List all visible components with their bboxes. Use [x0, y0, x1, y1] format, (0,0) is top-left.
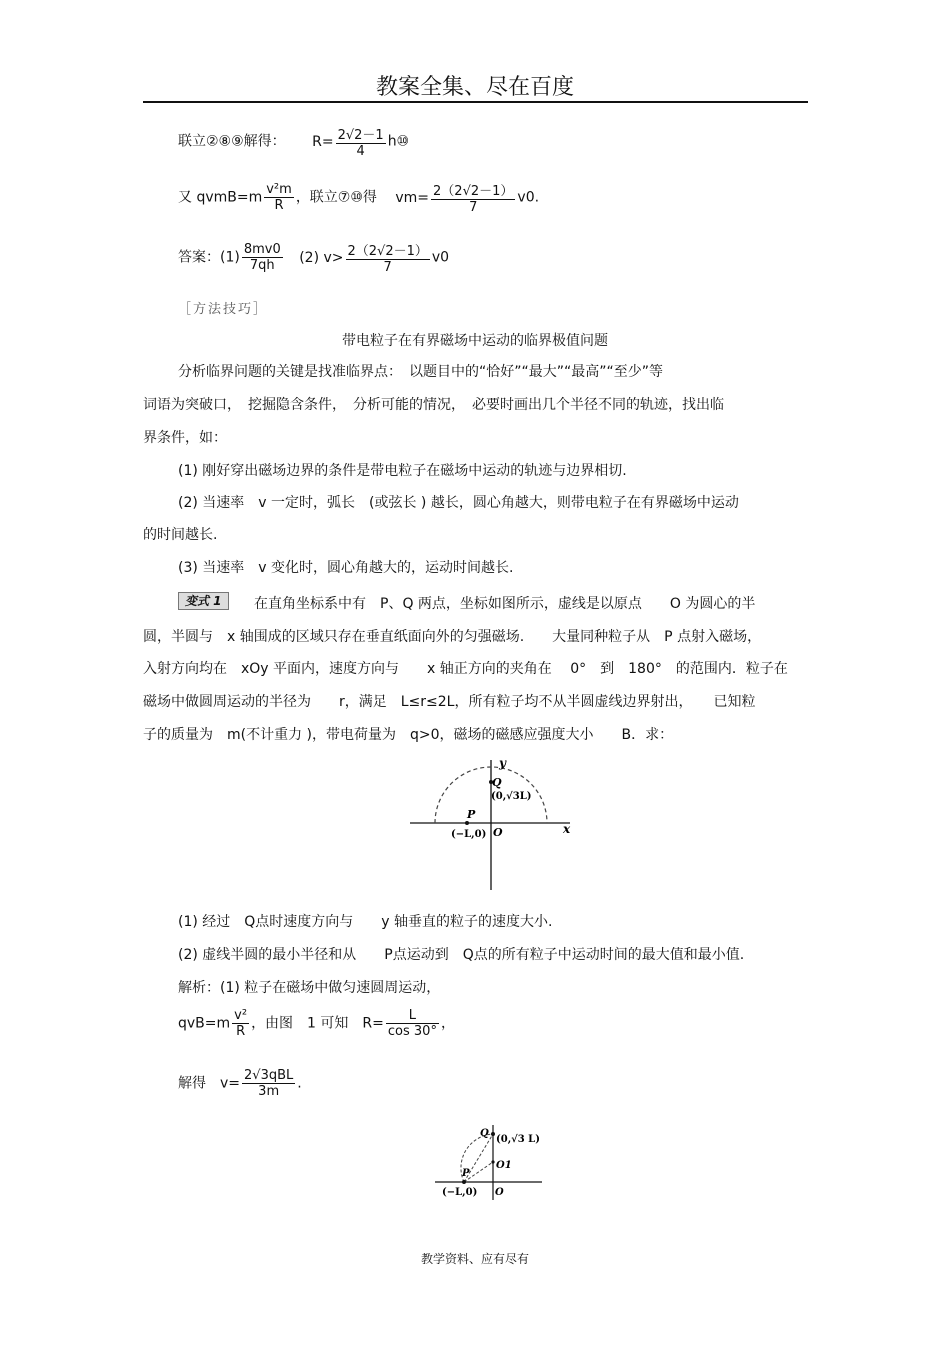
y-axis-label: y	[499, 756, 506, 770]
method-title: 带电粒子在有界磁场中运动的临界极值问题	[342, 333, 608, 349]
solution-intro: 解析：(1) 粒子在磁场中做匀速圆周运动，	[178, 980, 441, 996]
fraction-numerator: 2（2√2－1）	[347, 244, 428, 259]
origin-label: O	[495, 1187, 504, 1198]
answer-part2: (2) v>	[299, 249, 344, 266]
fraction	[232, 1008, 249, 1039]
point-q	[491, 1132, 495, 1136]
method-paragraph-line: 界条件，如：	[143, 430, 227, 446]
method-item: (2) 当速率 v 一定时，弧长 (或弦长 ) 越长，圆心角越大，则带电粒子在有界磁场中运动	[178, 495, 739, 511]
answer-line	[178, 240, 449, 275]
fraction-numerator: L	[408, 1008, 417, 1023]
fraction	[242, 1068, 295, 1099]
solution-result	[178, 1068, 302, 1099]
fraction	[264, 182, 294, 213]
equation-suffix: ，	[440, 1015, 455, 1032]
solution-equation	[178, 1008, 455, 1039]
fraction-denominator: 7	[431, 199, 515, 215]
equation-suffix: v0.	[517, 189, 540, 206]
x-axis-label: x	[563, 822, 571, 836]
variant-tag-label: 变式 1	[178, 592, 229, 610]
fraction-numerator: v²	[234, 1008, 248, 1023]
equation-mid: ，联立⑦⑩得	[295, 189, 377, 206]
q-label: Q	[492, 776, 502, 789]
equation-prefix: 联立②⑧⑨解得：	[178, 133, 286, 150]
equation-mid: ，由图 1 可知 R=	[251, 1015, 384, 1032]
question-item: (2) 虚线半圆的最小半径和从 P点运动到 Q点的所有粒子中运动时间的最大值和最小值.	[178, 947, 745, 963]
equation-suffix: h⑩	[387, 133, 410, 150]
variant-line: 入射方向均在 xOy 平面内，速度方向与 x 轴正方向的夹角在 0° 到 180° 的范围内．粒子在	[143, 661, 788, 677]
fraction-numerator: v²m	[266, 182, 292, 197]
fraction-denominator: 3m	[242, 1083, 295, 1099]
equation-prefix: 解得 v=	[178, 1075, 241, 1092]
figure-coordinate-semicircle	[405, 755, 580, 895]
fraction	[346, 240, 430, 275]
method-item: (1) 刚好穿出磁场边界的条件是带电粒子在磁场中运动的轨迹与边界相切.	[178, 463, 627, 479]
page-header-title: 教案全集、尽在百度	[375, 75, 574, 100]
equation-r	[178, 124, 409, 159]
point-o1	[491, 1160, 494, 1163]
header-divider	[143, 101, 808, 103]
p-label: P	[462, 1168, 470, 1179]
method-paragraph-line: 词语为突破口， 挖掘隐含条件， 分析可能的情况， 必要时画出几个半径不同的轨迹，找出临	[143, 397, 724, 413]
equation-lhs: R=	[312, 133, 334, 150]
p-coordinate: (−L,0)	[442, 1187, 478, 1198]
q-label: Q	[480, 1128, 489, 1139]
fraction-denominator: 7qh	[242, 257, 283, 273]
fraction	[431, 180, 515, 215]
figure-trajectory	[430, 1120, 550, 1205]
fraction-numerator: 2√2－1	[337, 128, 384, 143]
fraction-numerator: 2（2√2－1）	[433, 184, 514, 199]
point-p	[465, 821, 469, 825]
page-footer: 教学资料、应有尽有	[420, 1252, 529, 1266]
variant-line: 圆，半圆与 x 轴围成的区域只存在垂直纸面向外的匀强磁场. 大量同种粒子从 P 点射入磁场，	[143, 629, 762, 645]
fraction-denominator: cos 30°	[387, 1024, 437, 1039]
fraction-denominator: 4	[336, 143, 386, 159]
fraction	[242, 242, 283, 273]
equation-prefix: 又 qvmB=m	[178, 189, 263, 206]
answer-label: 答案：(1)	[178, 249, 240, 266]
q-coordinate: (0,√3 L)	[496, 1134, 540, 1145]
fraction-numerator: 8mv0	[243, 242, 281, 257]
variant-tag	[178, 592, 229, 610]
method-paragraph-line: 分析临界问题的关键是找准临界点： 以题目中的“恰好”“最大”“最高”“至少”等	[178, 364, 664, 380]
equation-prefix: qvB=m	[178, 1015, 231, 1032]
question-item: (1) 经过 Q点时速度方向与 y 轴垂直的粒子的速度大小.	[178, 914, 553, 930]
fraction-denominator: R	[232, 1023, 249, 1039]
equation-vm	[178, 180, 539, 215]
o1-label: O1	[496, 1160, 512, 1171]
origin-label: O	[493, 826, 503, 839]
equation-suffix: .	[297, 1075, 302, 1092]
q-coordinate: (0,√3L)	[491, 791, 532, 802]
method-tag: ［方法技巧］	[178, 302, 269, 317]
fraction	[336, 124, 386, 159]
fraction-numerator: 2√3qBL	[244, 1068, 294, 1083]
variant-line: 在直角坐标系中有 P、Q 两点，坐标如图所示，虚线是以原点 O 为圆心的半	[254, 596, 756, 612]
method-item: (3) 当速率 v 变化时，圆心角越大的，运动时间越长.	[178, 560, 514, 576]
variant-line: 磁场中做圆周运动的半径为 r，满足 L≤r≤2L，所有粒子均不从半圆虚线边界射出， 已知粒	[143, 694, 756, 710]
equation-lhs: vm=	[395, 189, 430, 206]
variant-line: 子的质量为 m(不计重力 )，带电荷量为 q>0，磁场的磁感应强度大小 B．求：	[143, 727, 674, 743]
p-label: P	[467, 808, 476, 821]
fraction	[386, 1008, 439, 1039]
p-coordinate: (−L,0)	[451, 829, 487, 840]
answer-suffix: v0	[431, 249, 450, 266]
point-p	[462, 1180, 466, 1184]
method-item: 的时间越长.	[143, 527, 218, 543]
fraction-denominator: 7	[346, 259, 430, 275]
fraction-denominator: R	[264, 197, 294, 213]
